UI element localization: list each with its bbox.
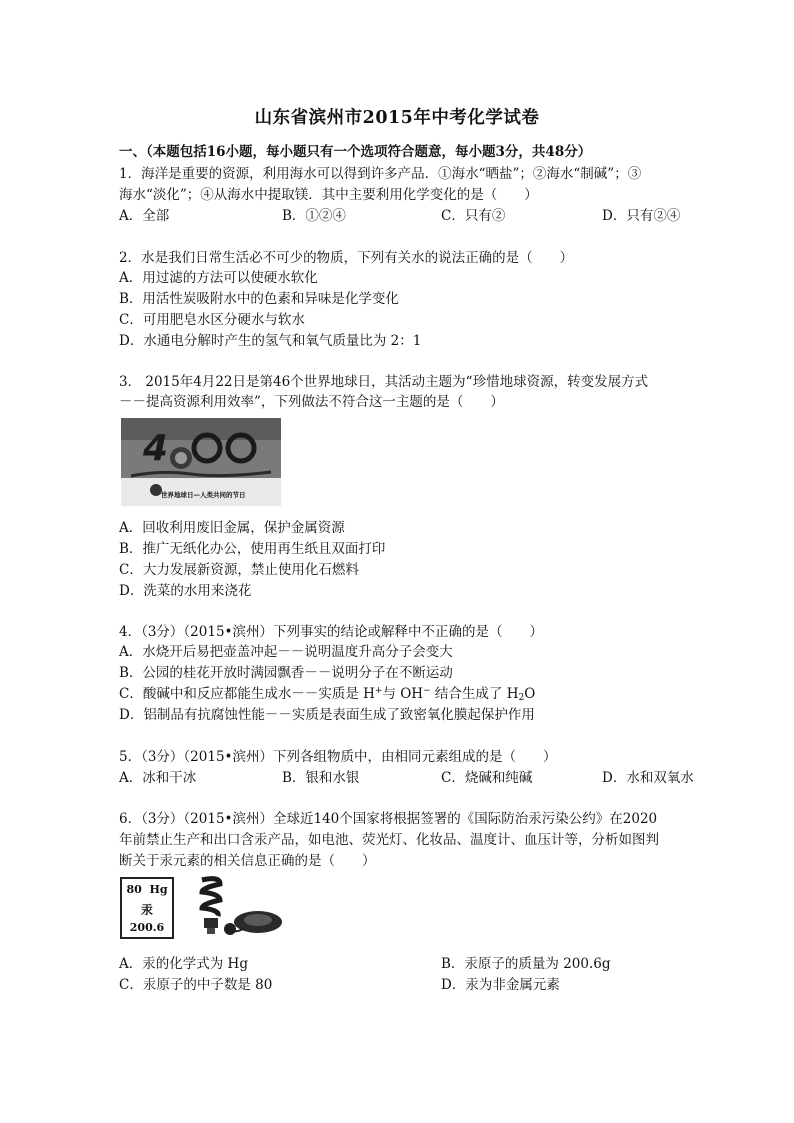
q6-option-d: D．汞为非金属元素 [441, 977, 560, 993]
q2-stem: 2．水是我们日常生活必不可少的物质，下列有关水的说法正确的是（ ） [119, 250, 574, 266]
q2-option-c: C．可用肥皂水区分硬水与软水 [119, 312, 305, 328]
element-atomic-number: 80 [126, 883, 142, 896]
q6-stem-line2: 年前禁止生产和出口含汞产品，如电池、荧光灯、化妆品、温度计、血压计等，分析如图判 [119, 832, 659, 848]
mercury-products-image [188, 874, 288, 940]
q3-option-d: D．洗菜的水用来浇花 [119, 583, 252, 599]
q4-option-c-sup-minus: − [423, 686, 431, 696]
page-title: 山东省滨州市2015年中考化学试卷 [254, 108, 540, 128]
q1-option-d: D．只有②④ [602, 208, 681, 224]
q4-option-d: D．铝制品有抗腐蚀性能－－实质是表面生成了致密氧化膜起保护作用 [119, 707, 535, 723]
element-name: 汞 [140, 903, 153, 917]
q6-stem-line1: 6．（3分）（2015•滨州）全球近140个国家将根据签署的《国际防治汞污染公约》在2020 [119, 811, 658, 827]
q1-stem-line1: 1．海洋是重要的资源，利用海水可以得到许多产品．①海水“晒盐”；②海水“制碱”；③ [119, 166, 642, 182]
q6-stem-line3: 断关于汞元素的相关信息正确的是（ ） [119, 853, 376, 869]
q4-option-c [119, 682, 535, 703]
q2-option-a: A．用过滤的方法可以使硬水软化 [119, 270, 318, 286]
q2-option-b: B．用活性炭吸附水中的色素和异味是化学变化 [119, 291, 399, 307]
q3-option-c: C．大力发展新资源，禁止使用化石燃料 [119, 562, 359, 578]
svg-text:4: 4 [143, 428, 169, 469]
q4-option-a: A．水烧开后易把壶盖冲起－－说明温度升高分子会变大 [119, 644, 453, 660]
element-atomic-mass: 200.6 [129, 921, 165, 934]
q3-option-a: A．回收利用废旧金属，保护金属资源 [119, 520, 345, 536]
q1-option-a: A．全部 [119, 208, 170, 224]
element-symbol: Hg [149, 883, 168, 896]
q1-option-c: C．只有② [441, 208, 506, 224]
q5-option-c: C．烧碱和纯碱 [441, 770, 533, 786]
q3-option-b: B．推广无纸化办公，使用再生纸且双面打印 [119, 541, 386, 557]
q4-stem: 4．（3分）（2015•滨州）下列事实的结论或解释中不正确的是（ ） [119, 624, 543, 640]
q4-option-c-end: O [524, 686, 536, 702]
q3-stem-line2: －－提高资源利用效率”，下列做法不符合这一主题的是（ ） [119, 394, 504, 410]
q4-option-c-sup-plus: + [374, 686, 383, 696]
mercury-element-box [120, 877, 174, 939]
q6-option-c: C．汞原子的中子数是 80 [119, 977, 273, 993]
q5-option-a: A．冰和干冰 [119, 770, 197, 786]
section-header: 一、（本题包括16小题，每小题只有一个选项符合题意，每小题3分，共48分） [119, 144, 592, 160]
q4-option-b: B．公园的桂花开放时满园飘香－－说明分子在不断运动 [119, 665, 453, 681]
earth-day-image [121, 418, 281, 506]
q6-option-a: A．汞的化学式为 Hg [119, 956, 248, 972]
q4-option-c-text: C．酸碱中和反应都能生成水－－实质是 H [119, 686, 375, 702]
earth-day-caption: 世界地球日—人类共同的节日 [161, 491, 246, 499]
q6-option-b: B．汞原子的质量为 200.6g [441, 956, 611, 972]
q4-option-c-mid2: 结合生成了 H [430, 686, 519, 702]
q5-option-b: B．银和水银 [282, 770, 360, 786]
q1-option-b: B．①②④ [282, 208, 346, 224]
q4-option-c-sub: 2 [518, 693, 525, 703]
q4-option-c-mid: 与 OH [382, 686, 424, 702]
element-number-symbol [122, 883, 172, 896]
q1-stem-line2: 海水“淡化”；④从海水中提取镁．其中主要利用化学变化的是（ ） [119, 187, 538, 203]
q2-option-d: D．水通电分解时产生的氢气和氧气质量比为 2：1 [119, 333, 422, 349]
q3-stem-line1: 3． 2015年4月22日是第46个世界地球日，其活动主题为“珍惜地球资源，转变发展方式 [119, 374, 649, 390]
q5-option-d: D．水和双氧水 [602, 770, 694, 786]
q5-stem: 5．（3分）（2015•滨州）下列各组物质中，由相同元素组成的是（ ） [119, 749, 557, 765]
